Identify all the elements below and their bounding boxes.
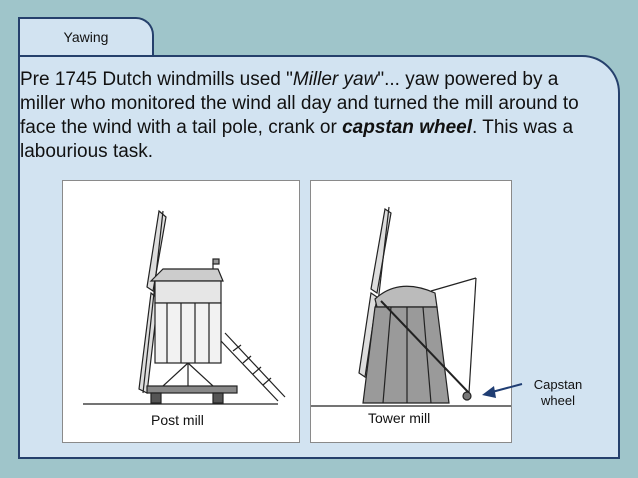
- term-miller-yaw: Miller yaw: [292, 69, 378, 90]
- body-text-mid: "... yaw powered by a miller who monitored the wind all day and turned the mill around to face the wind with a tail pole, crank or: [20, 69, 579, 138]
- tower-mill-caption: Tower mill: [368, 410, 431, 426]
- capstan-wheel-callout: [524, 377, 592, 409]
- body-text-pre: Pre 1745 Dutch windmills used ": [20, 69, 293, 90]
- callout-line-2: wheel: [541, 393, 575, 408]
- section-tab-label: Yawing: [63, 29, 109, 45]
- body-text-post: . This was a labourious task.: [20, 117, 574, 162]
- term-capstan-wheel: capstan wheel: [342, 117, 472, 138]
- post-mill-caption: Post mill: [151, 412, 204, 428]
- callout-line-1: Capstan: [533, 377, 583, 392]
